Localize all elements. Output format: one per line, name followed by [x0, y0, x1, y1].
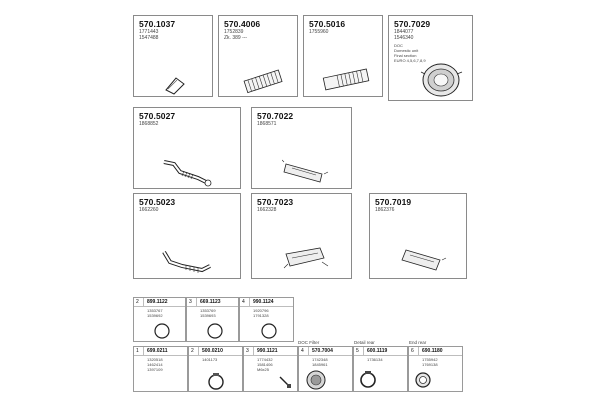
part-card: [251, 107, 352, 189]
clamp-illustration: [205, 373, 227, 391]
part-references: 1844077 1546340: [394, 29, 414, 41]
part-references: 1755942 1769138: [422, 357, 438, 367]
caption-doc-filter: DOC Filter: [298, 340, 320, 345]
part-references: 1774432 1581406 M6x25: [257, 357, 273, 372]
cell-separator: [253, 347, 254, 355]
clamp-illustration: [358, 371, 378, 389]
flex-pipe-illustration: [239, 66, 289, 96]
part-number: 990.1124: [253, 299, 274, 305]
cell-index: 6: [411, 348, 414, 354]
gasket-ring-illustration: [152, 322, 172, 340]
part-number: 570.7004: [312, 348, 333, 354]
gasket-ring-illustration: [205, 322, 225, 340]
part-references: 1868852: [139, 121, 159, 127]
part-card: [133, 107, 241, 189]
accessory-cell: [188, 346, 243, 392]
cell-index: 2: [136, 299, 139, 305]
part-references: 1862376: [375, 207, 395, 213]
accessory-cell: [408, 346, 463, 392]
cell-separator: [418, 347, 419, 355]
accessory-cell: [243, 346, 298, 392]
cell-index: 5: [356, 348, 359, 354]
part-references: 1662328: [257, 207, 277, 213]
part-references: 1868571: [257, 121, 277, 127]
cell-index: 3: [246, 348, 249, 354]
caption-detail-rear: Detail rear: [354, 340, 375, 345]
part-number: 570.5016: [309, 19, 346, 29]
cell-separator: [196, 298, 197, 306]
part-number: 500.0210: [202, 348, 223, 354]
part-number: 570.1037: [139, 19, 176, 29]
bearing-ring-illustration: [413, 371, 433, 389]
part-number: 990.1121: [257, 348, 278, 354]
part-number: 699.0211: [147, 348, 168, 354]
part-references: 1353769 1539693: [200, 308, 216, 318]
cell-index: 3: [189, 299, 192, 305]
part-card: [303, 15, 383, 97]
part-references: 1771443 1547488: [139, 29, 159, 41]
part-number: 570.7029: [394, 19, 431, 29]
part-references: 1755960: [309, 29, 329, 35]
part-card: [218, 15, 298, 97]
accessory-cell: [186, 297, 239, 342]
part-number: 600.1119: [367, 348, 388, 354]
part-card: [251, 193, 352, 279]
cell-separator: [143, 347, 144, 355]
part-note: DOC Domestic unit Final section EURO 4,5,6,7,8,9: [394, 43, 426, 63]
cell-index: 1: [136, 348, 139, 354]
accessory-cell: [133, 346, 188, 392]
part-number: 690.1180: [422, 348, 443, 354]
part-references: 1736134: [367, 357, 383, 362]
part-card: [388, 15, 473, 101]
cell-separator: [363, 347, 364, 355]
part-references: 1752839 Zk. 389 ---: [224, 29, 248, 41]
part-number: 570.5023: [139, 197, 176, 207]
exhaust-section-illustration: [282, 244, 332, 276]
part-references: 1320518 1462414 1397109: [147, 357, 163, 372]
part-card: [369, 193, 467, 279]
flex-pipe-illustration: [320, 64, 376, 94]
cell-separator: [143, 298, 144, 306]
hose-clamp-illustration: [162, 72, 192, 96]
accessory-cell: [133, 297, 186, 342]
cell-index: 2: [191, 348, 194, 354]
doc-filter-illustration: [305, 369, 327, 391]
part-references: 1401173: [202, 357, 218, 362]
part-number: 570.7019: [375, 197, 412, 207]
cell-separator: [198, 347, 199, 355]
part-number: 669.1123: [200, 299, 221, 305]
cell-separator: [249, 298, 250, 306]
part-number: 570.5027: [139, 111, 176, 121]
part-number: 899.1122: [147, 299, 168, 305]
doc-filter-illustration: [419, 60, 465, 100]
part-number: 570.7022: [257, 111, 294, 121]
cell-separator: [308, 347, 309, 355]
exhaust-pipe-illustration: [162, 248, 216, 278]
accessory-cell: [239, 297, 294, 342]
part-number: 570.7023: [257, 197, 294, 207]
bolt-illustration: [278, 375, 292, 389]
gasket-ring-illustration: [259, 322, 279, 340]
part-references: 1742348 1845961: [312, 357, 328, 367]
part-references: 1353767 1539692: [147, 308, 163, 318]
caption-end-rear: End rear: [409, 340, 427, 345]
cell-index: 4: [301, 348, 304, 354]
cell-index: 4: [242, 299, 245, 305]
part-references: 1662260: [139, 207, 159, 213]
part-number: 570.4006: [224, 19, 261, 29]
accessory-cell: [298, 346, 353, 392]
part-references: 1920796 1791328: [253, 308, 269, 318]
part-card: [133, 15, 213, 97]
accessory-cell: [353, 346, 408, 392]
exhaust-pipe-illustration: [162, 158, 214, 188]
part-card: [133, 193, 241, 279]
exhaust-section-illustration: [282, 156, 332, 186]
exhaust-section-illustration: [400, 244, 450, 276]
